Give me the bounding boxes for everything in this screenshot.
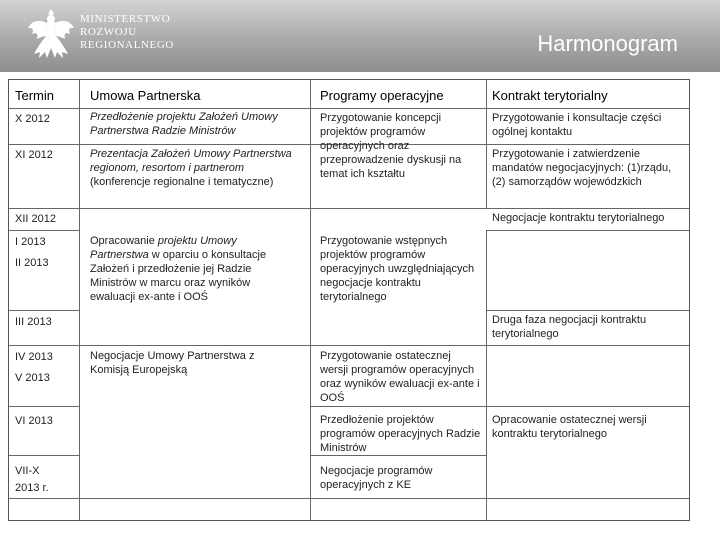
header-kontrakt-terytorialny: Kontrakt terytorialny [492, 88, 608, 103]
umowa-i-2013-lead: Opracowanie [90, 235, 158, 247]
term-ii-2013: II 2013 [15, 257, 49, 269]
umowa-i-2013 [88, 234, 298, 304]
programy-vii-2013: Negocjacje programów operacyjnych z KE [320, 465, 433, 491]
row-divider [486, 310, 689, 311]
row-divider [9, 310, 79, 311]
kontrakt-xii-2012: Negocjacje kontraktu terytorialnego [492, 212, 665, 224]
row-divider [9, 208, 689, 209]
header-umowa-partnerska: Umowa Partnerska [90, 88, 201, 103]
kontrakt-x-2012: Przygotowanie i konsultacje części ogólnej kontaktu [492, 112, 662, 138]
row-divider [9, 498, 689, 499]
kontrakt-xi-2012: Przygotowanie i zatwierdzenie mandatów negocjacyjnych: (1)rządu, (2) samorządów wojewódzkich [492, 148, 672, 188]
schedule-table [8, 79, 690, 521]
term-xi-2012: XI 2012 [15, 149, 53, 161]
col-divider [310, 80, 311, 520]
eagle-emblem-icon [26, 8, 76, 64]
programy-iv-2013: Przygotowanie ostatecznej wersji programów operacyjnych oraz wyników ewaluacji ex-ante i OOŚ [320, 350, 480, 404]
term-x-2012: X 2012 [15, 113, 50, 125]
term-iii-2013: III 2013 [15, 316, 52, 328]
kontrakt-iii-2013: Druga faza negocjacji kontraktu terytorialnego [492, 314, 647, 340]
umowa-x-2012: Przedłożenie projektu Założeń Umowy Partnerstwa Radzie Ministrów [90, 111, 278, 137]
row-divider [9, 406, 79, 407]
header-termin: Termin [15, 88, 55, 103]
umowa-xi-2012-rest: (konferencje regionalne i tematyczne) [90, 176, 274, 188]
term-vii-x: VII-X [15, 465, 40, 477]
ministry-line-3: REGIONALNEGO [80, 39, 174, 51]
umowa-iv-2013: Negocjacje Umowy Partnerstwa z Komisją Europejską [90, 350, 255, 376]
kontrakt-vi-2013: Opracowanie ostatecznej wersji kontraktu terytorialnego [492, 414, 647, 440]
term-vi-2013: VI 2013 [15, 415, 53, 427]
row-divider [9, 345, 689, 346]
ministry-line-2: ROZWOJU [80, 26, 137, 38]
row-divider [310, 406, 689, 407]
row-divider [9, 108, 689, 109]
umowa-xi-2012 [88, 147, 296, 189]
umowa-xi-2012-italic: Prezentacja Założeń Umowy Partnerstwa regionom, resortom i partnerom [90, 148, 292, 174]
row-divider [486, 230, 689, 231]
row-divider [9, 455, 79, 456]
term-iv-2013: IV 2013 [15, 351, 53, 363]
programy-i-2013: Przygotowanie wstępnych projektów programów operacyjnych uwzględniających negocjacje kontraktu terytorialnego [320, 235, 475, 303]
header-programy-operacyjne: Programy operacyjne [320, 88, 444, 103]
programy-x-2012: Przygotowanie koncepcji projektów programów operacyjnych oraz przeprowadzenie dyskusji na temat ich kształtu [320, 112, 462, 180]
ministry-logo-text [80, 13, 180, 52]
col-divider [486, 230, 487, 520]
term-v-2013: V 2013 [15, 372, 50, 384]
umowa-i-2013-italic: projektu Umowy Partnerstwa [90, 235, 237, 261]
col-divider [79, 80, 80, 520]
term-xii-2012: XII 2012 [15, 213, 56, 225]
header-banner [0, 0, 720, 72]
ministry-line-1: MINISTERSTWO [80, 13, 171, 25]
term-i-2013: I 2013 [15, 236, 46, 248]
col-divider [486, 80, 487, 208]
umowa-i-2013-rest: w oparciu o konsultacje Założeń i przedłożenie jej Radzie Ministrów w marcu oraz wyników ewaluacji ex-ante i OOŚ [90, 249, 267, 303]
row-divider [9, 230, 79, 231]
term-2013-r: 2013 r. [15, 482, 49, 494]
row-divider [310, 455, 486, 456]
slide-title: Harmonogram [537, 31, 678, 56]
programy-vi-2013: Przedłożenie projektów programów operacyjnych Radzie Ministrów [320, 414, 481, 454]
